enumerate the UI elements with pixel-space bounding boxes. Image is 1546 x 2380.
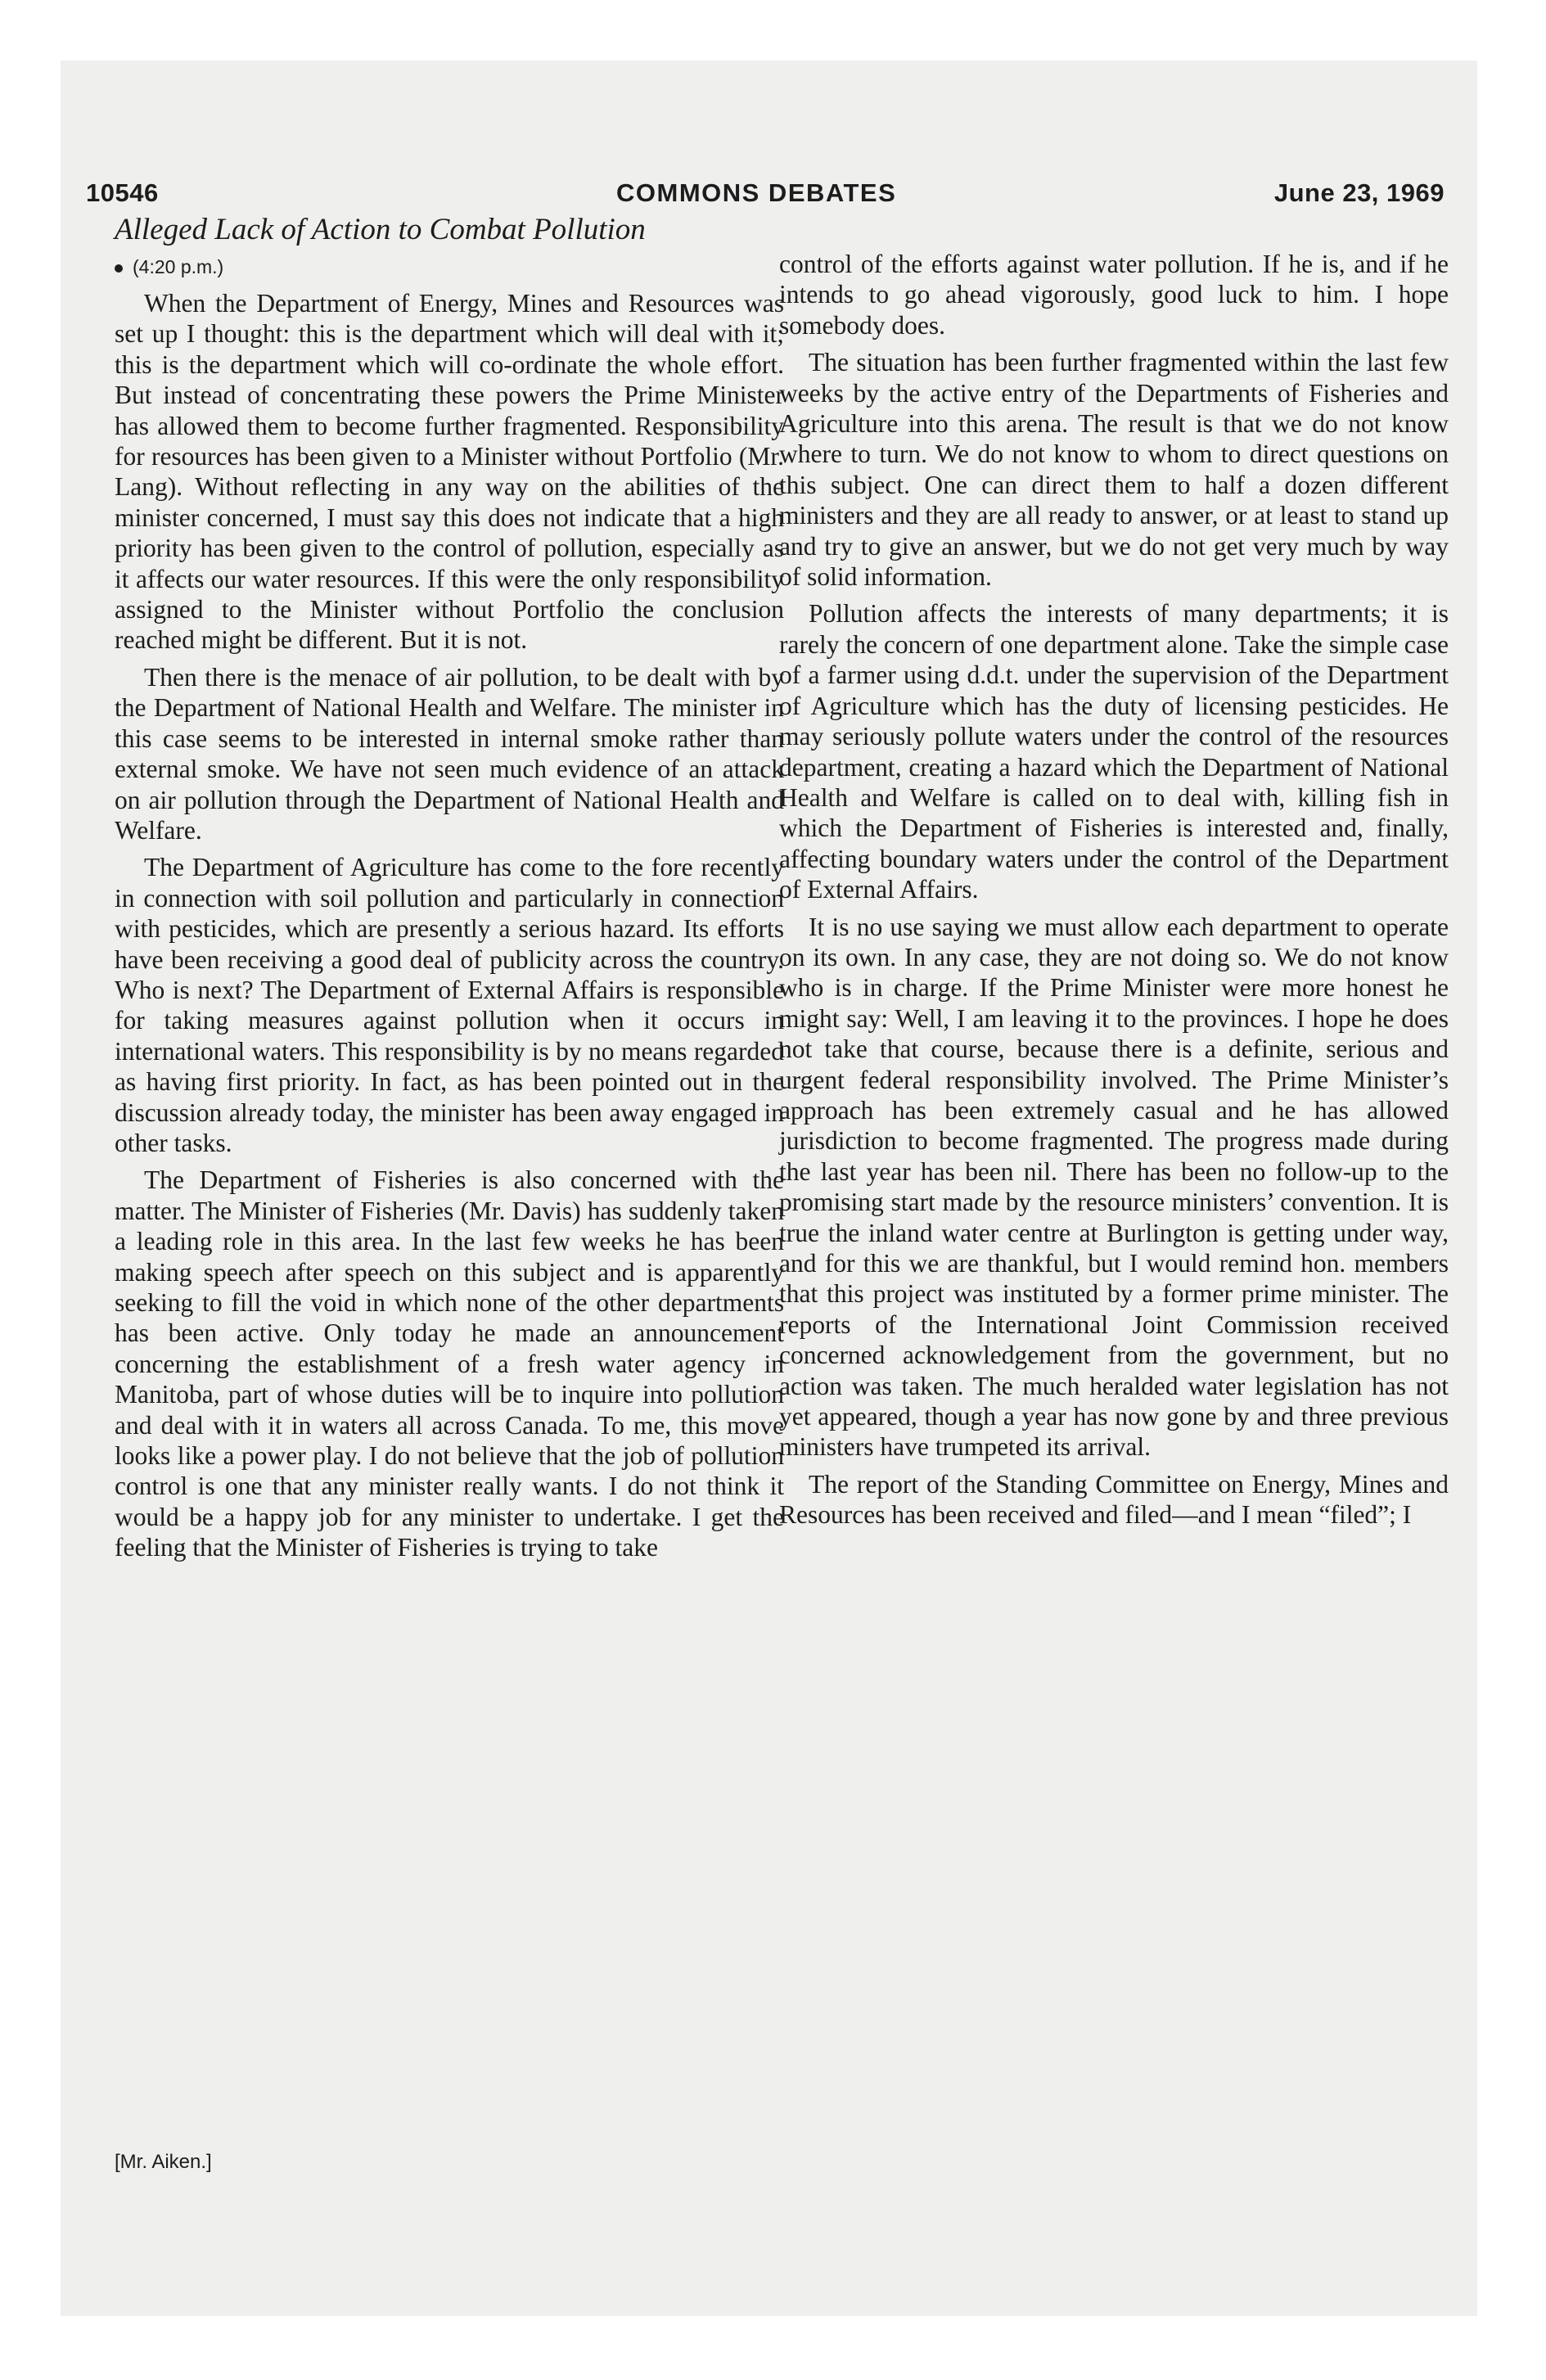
speaker-footer: [Mr. Aiken.] [115,2151,212,2173]
timestamp [115,254,784,280]
section-subheading: Alleged Lack of Action to Combat Pollution [115,213,646,246]
page-header [86,178,1445,214]
right-paragraph: The report of the Standing Committee on Energy, Mines and Resources has been received and filed—and I mean “filed”; I [779,1469,1449,1530]
right-column [779,211,1449,1537]
publication-date: June 23, 1969 [1273,178,1445,207]
right-paragraph: The situation has been further fragmented within the last few weeks by the active entry of the Departments of Fisheries and Agriculture into this arena. The result is that we do not know where to turn. We do not know to whom to direct questions on this subject. One can direct them to half a dozen different ministers and they are all ready to answer, or at least to stand up and try to give an answer, but we do not get very much by way of solid information. [779,348,1449,592]
page-number: 10546 [86,178,159,207]
left-paragraph: When the Department of Energy, Mines and Resources was set up I thought: this is the department which will deal with it; this is the department which will co-ordinate the whole effort. But instead of concentrating these powers the Prime Minister has allowed them to become further fragmented. Responsibility for resources has been given to a Minister without Portfolio (Mr. Lang). Without reflecting in any way on the abilities of the minister concerned, I must say this does not indicate that a high priority has been given to the control of pollution, especially as it affects our water resources. If this were the only responsibility assigned to the Minister without Portfolio the conclusion reached might be different. But it is not. [115,289,784,655]
timestamp-text: (4:20 p.m.) [133,256,224,277]
left-paragraph: Then there is the menace of air pollution, to be dealt with by the Department of National Health and Welfare. The minister in this case seems to be interested in internal smoke rather than external smoke. We have not seen much evidence of an attack on air pollution through the Department of National Health and Welfare. [115,662,784,845]
right-paragraph: control of the efforts against water pollution. If he is, and if he intends to go ahead vigorously, good luck to him. I hope somebody does. [779,250,1449,340]
publication-title: COMMONS DEBATES [616,178,897,207]
right-paragraph: Pollution affects the interests of many departments; it is rarely the concern of one department alone. Take the simple case of a farmer using d.d.t. under the supervision of the Department of Agriculture which has the duty of licensing pesticides. He may seriously pollute waters under the control of the resources department, creating a hazard which the Department of National Health and Welfare is called on to deal with, killing fish in which the Department of Fisheries is interested and, finally, affecting boundary waters under the control of the Department of External Affairs. [779,599,1449,904]
left-paragraph: The Department of Agriculture has come to the fore recently in connection with soil pollution and particularly in connection with pesticides, which are presently a serious hazard. Its efforts have been receiving a good deal of publicity across the country. Who is next? The Department of External Affairs is responsible for taking measures against pollution when it occurs in international waters. This responsibility is by no means regarded as having first priority. In fact, as has been pointed out in the discussion already today, the minister has been away engaged in other tasks. [115,853,784,1157]
left-paragraph: The Department of Fisheries is also concerned with the matter. The Minister of Fisheries (Mr. Davis) has suddenly taken a leading role in this area. In the last few weeks he has been making speech after speech on this subject and is apparently seeking to fill the void in which none of the other departments has been active. Only today he made an announcement concerning the establishment of a fresh water agency in Manitoba, part of whose duties will be to inquire into pollution and deal with it in waters all across Canada. To me, this move looks like a power play. I do not believe that the job of pollution control is one that any minister really wants. I do not think it would be a happy job for any minister to undertake. I get the feeling that the Minister of Fisheries is trying to take [115,1165,784,1562]
left-column [115,211,784,1570]
bullet-icon [115,264,123,273]
right-paragraph: It is no use saying we must allow each department to operate on its own. In any case, they are not doing so. We do not know who is in charge. If the Prime Minister were more honest he might say: Well, I am leaving it to the provinces. I hope he does not take that course, because there is a definite, serious and urgent federal responsibility involved. The Prime Minister’s approach has been extremely casual and he has allowed jurisdiction to become fragmented. The progress made during the last year has been nil. There has been no follow-up to the promising start made by the resource ministers’ convention. It is true the inland water centre at Burlington is getting under way, and for this we are thankful, but I would remind hon. members that this project was instituted by a former prime minister. The reports of the International Joint Commission received concerned acknowledgement from the government, but no action was taken. The much heralded water legislation has not yet appeared, though a year has now gone by and three previous ministers have trumpeted its arrival. [779,912,1449,1462]
